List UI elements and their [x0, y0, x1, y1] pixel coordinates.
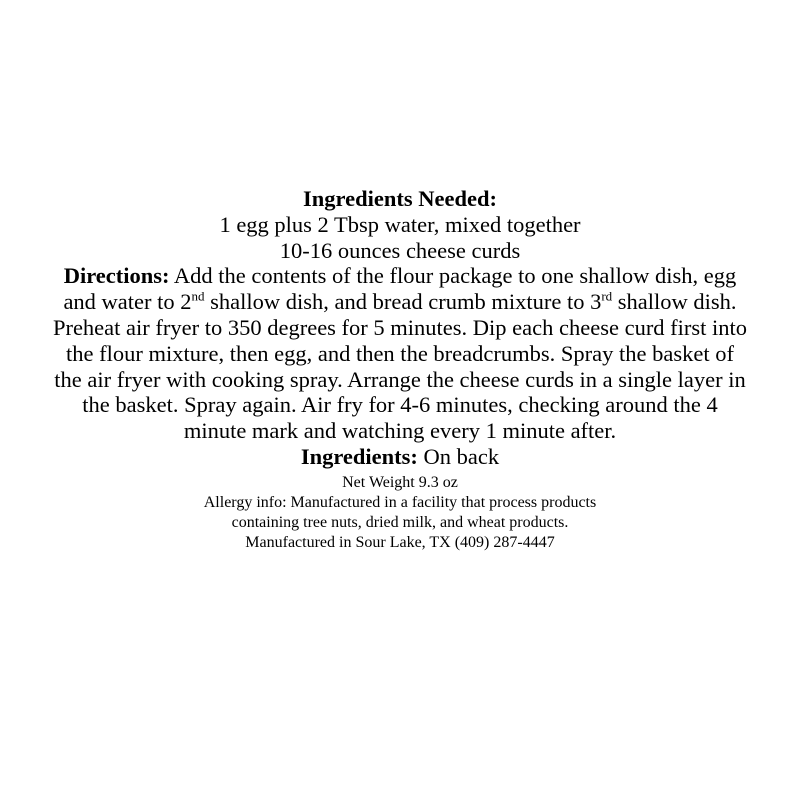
- allergy-info-line-2: containing tree nuts, dried milk, and wheat products.: [231, 513, 569, 531]
- directions-text-part-1: Add the contents of the flour package to one shallow dish, egg and water to 2: [63, 263, 737, 315]
- directions-superscript-nd: nd: [191, 288, 205, 304]
- directions-heading: Directions:: [63, 263, 170, 289]
- directions-paragraph: [50, 263, 750, 444]
- directions-superscript-rd: rd: [601, 288, 613, 304]
- directions-text-part-3: shallow dish. Preheat air fryer to 350 degrees for 5 minutes. Dip each cheese curd first into the flour mixture, then egg, and then the breadcrumbs. Spray the basket of the air fryer with cooking spray. Arrange the cheese curds in a single layer in the basket. Spray again. Air fry for 4-6 minutes, checking around the 4 minute mark and watching every 1 minute after.: [52, 289, 748, 444]
- product-label: [0, 186, 800, 553]
- ingredient-item-cheese-curds: 10-16 ounces cheese curds: [279, 237, 521, 263]
- allergy-info-line-1: Allergy info: Manufactured in a facility that process products: [203, 493, 597, 511]
- ingredients-heading: Ingredients:: [300, 443, 418, 469]
- ingredients-needed-heading: Ingredients Needed:: [303, 186, 497, 211]
- ingredients-line: [0, 444, 800, 470]
- ingredient-item-egg: 1 egg plus 2 Tbsp water, mixed together: [219, 211, 581, 237]
- directions-text-part-2: shallow dish, and bread crumb mixture to 3: [204, 289, 602, 315]
- net-weight: Net Weight 9.3 oz: [342, 473, 458, 491]
- manufacturer-info: Manufactured in Sour Lake, TX (409) 287-4447: [245, 533, 555, 551]
- ingredients-value: On back: [417, 443, 500, 469]
